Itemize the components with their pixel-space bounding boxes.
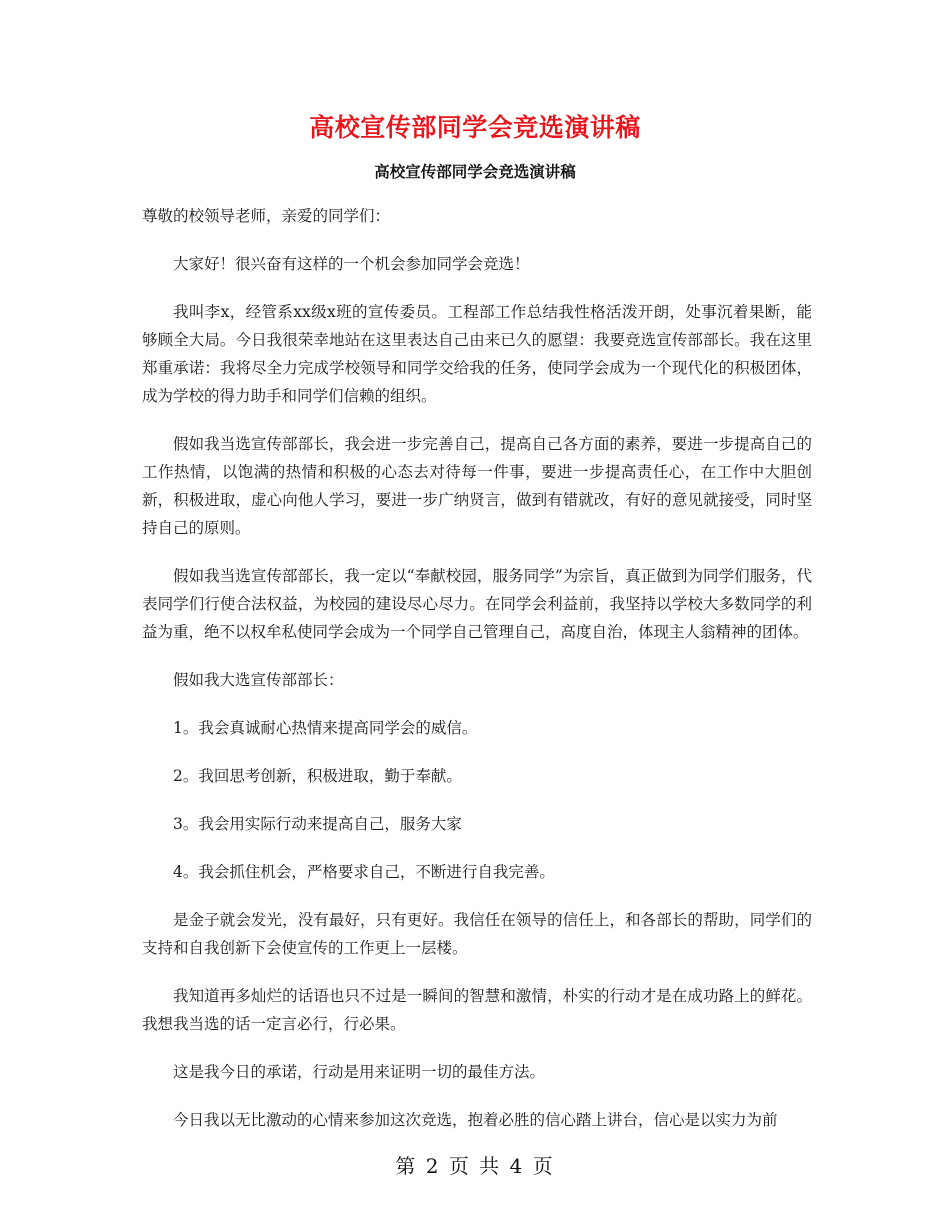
list-item: 1。我会真诚耐心热情来提高同学会的威信。: [173, 719, 478, 737]
salutation-paragraph: 尊敬的校领导老师，亲爱的同学们：: [142, 207, 391, 225]
body-paragraph: 我知道再多灿烂的话语也只不过是一瞬间的智慧和激情，朴实的行动才是在成功路上的鲜花。我想我当选的话一定言必行，行必果。: [142, 987, 812, 1033]
body-paragraph: 假如我当选宣传部部长，我会进一步完善自己，提高自己各方面的素养，要进一步提高自己的工作热情，以饱满的热情和积极的心态去对待每一件事，要进一步提高责任心，在工作中大胆创新，积极进取，虚心向他人学习，要进一步广纳贤言，做到有错就改，有好的意见就接受，同时坚持自己的原则。: [142, 435, 812, 537]
body-paragraph: 今日我以无比激动的心情来参加这次竞选，抱着必胜的信心踏上讲台，信心是以实力为前: [173, 1111, 778, 1129]
list-intro-paragraph: 假如我大选宣传部部长：: [173, 671, 344, 689]
page-number-footer: 第 2 页 共 4 页: [395, 1154, 555, 1178]
list-item: 3。我会用实际行动来提高自己，服务大家: [173, 815, 462, 833]
greeting-paragraph: 大家好！很兴奋有这样的一个机会参加同学会竞选！: [173, 255, 530, 273]
body-paragraph: 假如我当选宣传部部长，我一定以“奉献校园，服务同学”为宗旨，真正做到为同学们服务，代表同学们行使合法权益，为校园的建设尽心尽力。在同学会利益前，我坚持以学校大多数同学的利益为重，绝不以权牟私使同学会成为一个同学自己管理自己，高度自治，体现主人翁精神的团体。: [142, 567, 812, 641]
document-subtitle: 高校宣传部同学会竞选演讲稿: [374, 162, 576, 181]
document-body: [142, 202, 812, 1154]
document-title: 高校宣传部同学会竞选演讲稿: [309, 113, 641, 142]
body-paragraph: 是金子就会发光，没有最好，只有更好。我信任在领导的信任上，和各部长的帮助，同学们的支持和自我创新下会使宣传的工作更上一层楼。: [142, 911, 812, 957]
list-item: 2。我回思考创新，积极进取，勤于奉献。: [173, 767, 462, 785]
body-paragraph: 这是我今日的承诺，行动是用来证明一切的最佳方法。: [173, 1063, 546, 1081]
list-item: 4。我会抓住机会，严格要求自己，不断进行自我完善。: [173, 863, 555, 881]
body-paragraph: 我叫李x，经管系xx级x班的宣传委员。工程部工作总结我性格活泼开朗，处事沉着果断，能够顾全大局。今日我很荣幸地站在这里表达自己由来已久的愿望：我要竞选宣传部部长。我在这里郑重承诺：我将尽全力完成学校领导和同学交给我的任务，使同学会成为一个现代化的积极团体，成为学校的得力助手和同学们信赖的组织。: [142, 303, 812, 405]
